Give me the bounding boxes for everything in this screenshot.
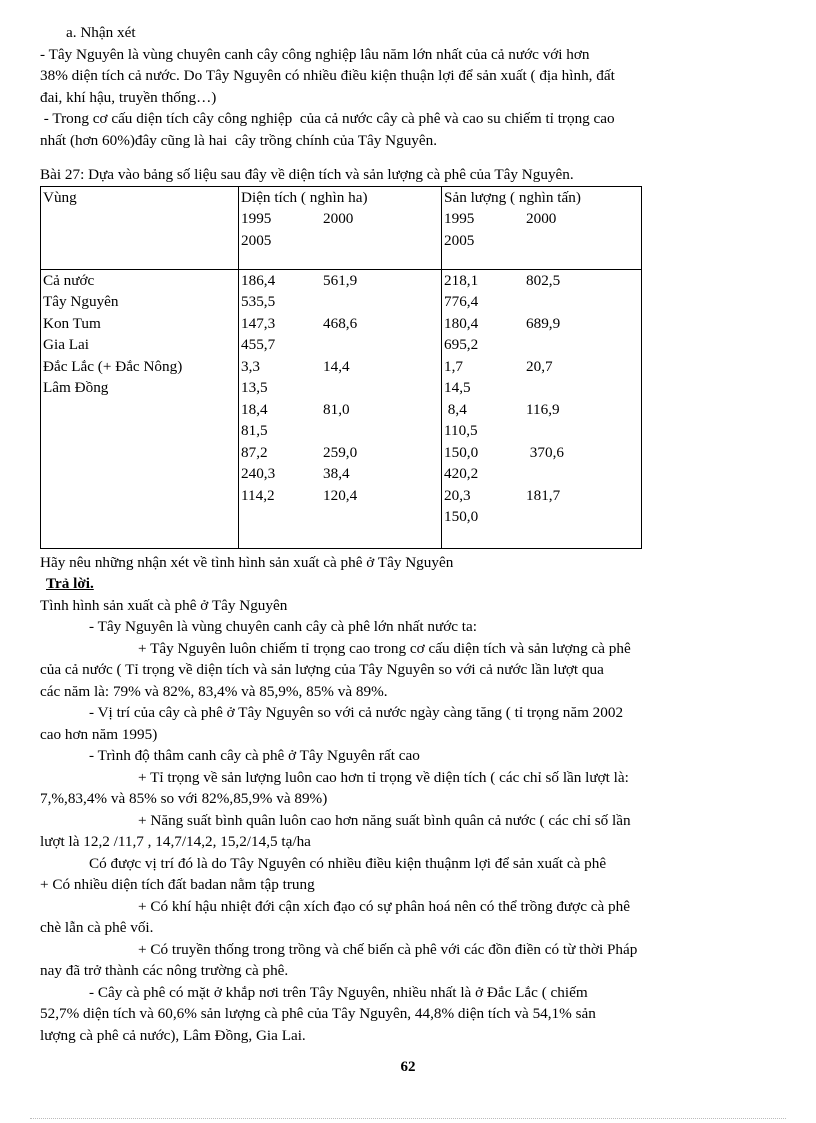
value-second: 116,9 — [526, 400, 560, 418]
value-line — [241, 420, 439, 442]
answer-line: lượng cà phê cả nước), Lâm Đồng, Gia Lai. — [40, 1026, 306, 1044]
value-line — [444, 420, 639, 442]
table-body-row — [41, 269, 642, 548]
answer-line: - Vị trí của cây cà phê ở Tây Nguyên so với cả nước ngày càng tăng ( tỉ trọng năm 2002 — [89, 704, 624, 721]
value-first: 87,2 — [241, 443, 268, 461]
value-line — [444, 334, 639, 356]
region-name: Cả nước — [43, 271, 95, 289]
value-first: 180,4 — [444, 314, 479, 332]
value-line — [444, 399, 639, 421]
value-line — [241, 334, 439, 356]
answer-line: + Tỉ trọng về sản lượng luôn cao hơn tỉ trọng về diện tích ( các chỉ số lần lượt là: — [138, 768, 629, 786]
value-line — [444, 291, 639, 313]
region-name: Kon Tum — [43, 314, 101, 332]
value-first: 695,2 — [444, 336, 479, 353]
year-2000: 2000 — [526, 210, 557, 227]
document-page — [40, 22, 770, 1046]
year-2005: 2005 — [241, 231, 272, 249]
answer-line: + Có truyền thống trong trồng và chế biến cà phê với các đồn điền có từ thời Pháp — [138, 940, 638, 958]
value-line — [241, 399, 439, 421]
value-first: 218,1 — [444, 271, 479, 289]
value-second: 259,0 — [323, 443, 358, 461]
value-first: 535,5 — [241, 293, 276, 310]
output-values-cell — [442, 269, 642, 548]
value-first: 186,4 — [241, 271, 276, 289]
value-first: 18,4 — [241, 400, 268, 418]
section-a-body — [40, 44, 770, 152]
value-second: 370,6 — [526, 443, 564, 461]
value-line — [444, 485, 639, 507]
answer-line: chè lẫn cà phê vối. — [40, 919, 154, 936]
value-second: 181,7 — [526, 486, 561, 504]
value-first: 455,7 — [241, 336, 276, 353]
year-1995: 1995 — [241, 210, 272, 227]
value-line — [241, 442, 439, 464]
table-header-row — [41, 186, 642, 269]
section-a-heading: a. Nhận xét — [66, 24, 136, 41]
value-second: 468,6 — [323, 314, 358, 332]
answer-line: lượt là 12,2 /11,7 , 14,7/14,2, 15,2/14,5 tạ/ha — [40, 833, 311, 850]
value-first: 240,3 — [241, 465, 276, 482]
coffee-data-table — [40, 186, 642, 549]
region-name: Đắc Lắc (+ Đắc Nông) — [43, 357, 183, 375]
page-number: 62 — [400, 1059, 416, 1075]
value-first: 147,3 — [241, 314, 276, 332]
answer-line: + Tây Nguyên luôn chiếm tỉ trọng cao trong cơ cấu diện tích và sản lượng cà phê — [138, 639, 631, 657]
value-first: 420,2 — [444, 465, 479, 482]
value-first: 3,3 — [241, 357, 260, 375]
value-line — [444, 442, 639, 464]
value-second: 120,4 — [323, 486, 358, 504]
value-second: 20,7 — [526, 357, 553, 375]
value-line — [241, 463, 439, 485]
region-name: Gia Lai — [43, 336, 89, 353]
section-a-line: nhất (hơn 60%)đây cũng là hai cây trồng chính của Tây Nguyên. — [40, 131, 438, 149]
value-line — [241, 356, 439, 378]
value-line — [444, 356, 639, 378]
header-region: Vùng — [41, 186, 239, 269]
year-1995: 1995 — [444, 210, 475, 227]
header-output-label: Sản lượng ( nghìn tấn) — [444, 188, 581, 206]
exercise-question: Hãy nêu những nhận xét về tình hình sản xuất cà phê ở Tây Nguyên — [40, 553, 454, 571]
value-line — [241, 291, 439, 313]
answer-line: + Có nhiều diện tích đất badan nằm tập trung — [40, 876, 315, 893]
value-first: 150,0 — [444, 508, 479, 525]
value-line — [241, 377, 439, 399]
exercise-title: Bài 27: Dựa vào bảng số liệu sau đây về diện tích và sản lượng cà phê của Tây Nguyên. — [40, 166, 574, 183]
value-first: 13,5 — [241, 379, 268, 396]
answer-line: - Cây cà phê có mặt ở khắp nơi trên Tây Nguyên, nhiều nhất là ở Đắc Lắc ( chiếm — [89, 983, 588, 1001]
answer-line: cao hơn năm 1995) — [40, 725, 158, 743]
value-first: 81,5 — [241, 422, 268, 439]
answer-line: + Có khí hậu nhiệt đới cận xích đạo có sự phân hoá nên có thể trồng được cà phê — [138, 897, 630, 915]
section-a-line: - Trong cơ cấu diện tích cây công nghiệp của cả nước cây cà phê và cao su chiếm tỉ trọng cao — [40, 110, 615, 127]
section-a-line: đai, khí hậu, truyền thống…) — [40, 88, 217, 106]
section-a-line: - Tây Nguyên là vùng chuyên canh cây công nghiệp lâu năm lớn nhất của cả nước với hơn — [40, 45, 590, 63]
value-second: 689,9 — [526, 314, 561, 332]
value-line — [444, 463, 639, 485]
value-line — [241, 313, 439, 335]
value-first: 150,0 — [444, 443, 479, 461]
value-line — [444, 506, 639, 528]
value-second: 38,4 — [323, 465, 350, 482]
answer-label: Trả lời. — [46, 575, 94, 592]
answer-line: - Trình độ thâm canh cây cà phê ở Tây Nguyên rất cao — [89, 747, 420, 764]
header-output — [442, 186, 642, 269]
value-second: 561,9 — [323, 271, 358, 289]
value-first: 1,7 — [444, 357, 463, 375]
answer-body — [40, 595, 770, 1047]
value-second: 802,5 — [526, 271, 561, 289]
value-first: 20,3 — [444, 486, 471, 504]
value-line — [444, 270, 639, 292]
answer-line: Có được vị trí đó là do Tây Nguyên có nhiều điều kiện thuậnm lợi để sản xuất cà phê — [89, 854, 607, 872]
area-values-cell — [239, 269, 442, 548]
year-2005: 2005 — [444, 231, 475, 249]
value-first: 110,5 — [444, 422, 478, 439]
value-line — [444, 377, 639, 399]
value-first: 776,4 — [444, 293, 479, 310]
region-name: Lâm Đồng — [43, 379, 109, 396]
answer-line: 7,%,83,4% và 85% so với 82%,85,9% và 89%) — [40, 790, 328, 807]
answer-line: - Tây Nguyên là vùng chuyên canh cây cà phê lớn nhất nước ta: — [89, 618, 477, 635]
section-a-line: 38% diện tích cả nước. Do Tây Nguyên có nhiều điều kiện thuận lợi để sản xuất ( địa hình, đất — [40, 67, 615, 84]
answer-line: Tình hình sản xuất cà phê ở Tây Nguyên — [40, 596, 288, 614]
year-2000: 2000 — [323, 210, 354, 227]
answer-line: 52,7% diện tích và 60,6% sản lượng cà phê của Tây Nguyên, 44,8% diện tích và 54,1% sản — [40, 1005, 596, 1022]
regions-cell — [41, 269, 239, 548]
answer-line: + Năng suất bình quân luôn cao hơn năng suất bình quân cả nước ( các chỉ số lần — [138, 811, 631, 829]
page-bottom-divider — [30, 1118, 786, 1119]
value-second: 81,0 — [323, 400, 350, 418]
answer-line: các năm là: 79% và 82%, 83,4% và 85,9%, 85% và 89%. — [40, 682, 388, 700]
header-area-label: Diện tích ( nghìn ha) — [241, 188, 368, 206]
value-line — [241, 270, 439, 292]
answer-line: nay đã trở thành các nông trường cà phê. — [40, 962, 289, 979]
value-line — [444, 313, 639, 335]
value-line — [241, 485, 439, 507]
value-second: 14,4 — [323, 357, 350, 375]
header-area — [239, 186, 442, 269]
answer-line: của cả nước ( Tỉ trọng về diện tích và sản lượng của Tây Nguyên so với cả nước lần lượt qua — [40, 661, 604, 678]
value-first: 14,5 — [444, 379, 471, 396]
value-first: 114,2 — [241, 486, 275, 504]
value-first: 8,4 — [444, 400, 467, 418]
region-name: Tây Nguyên — [43, 293, 119, 310]
